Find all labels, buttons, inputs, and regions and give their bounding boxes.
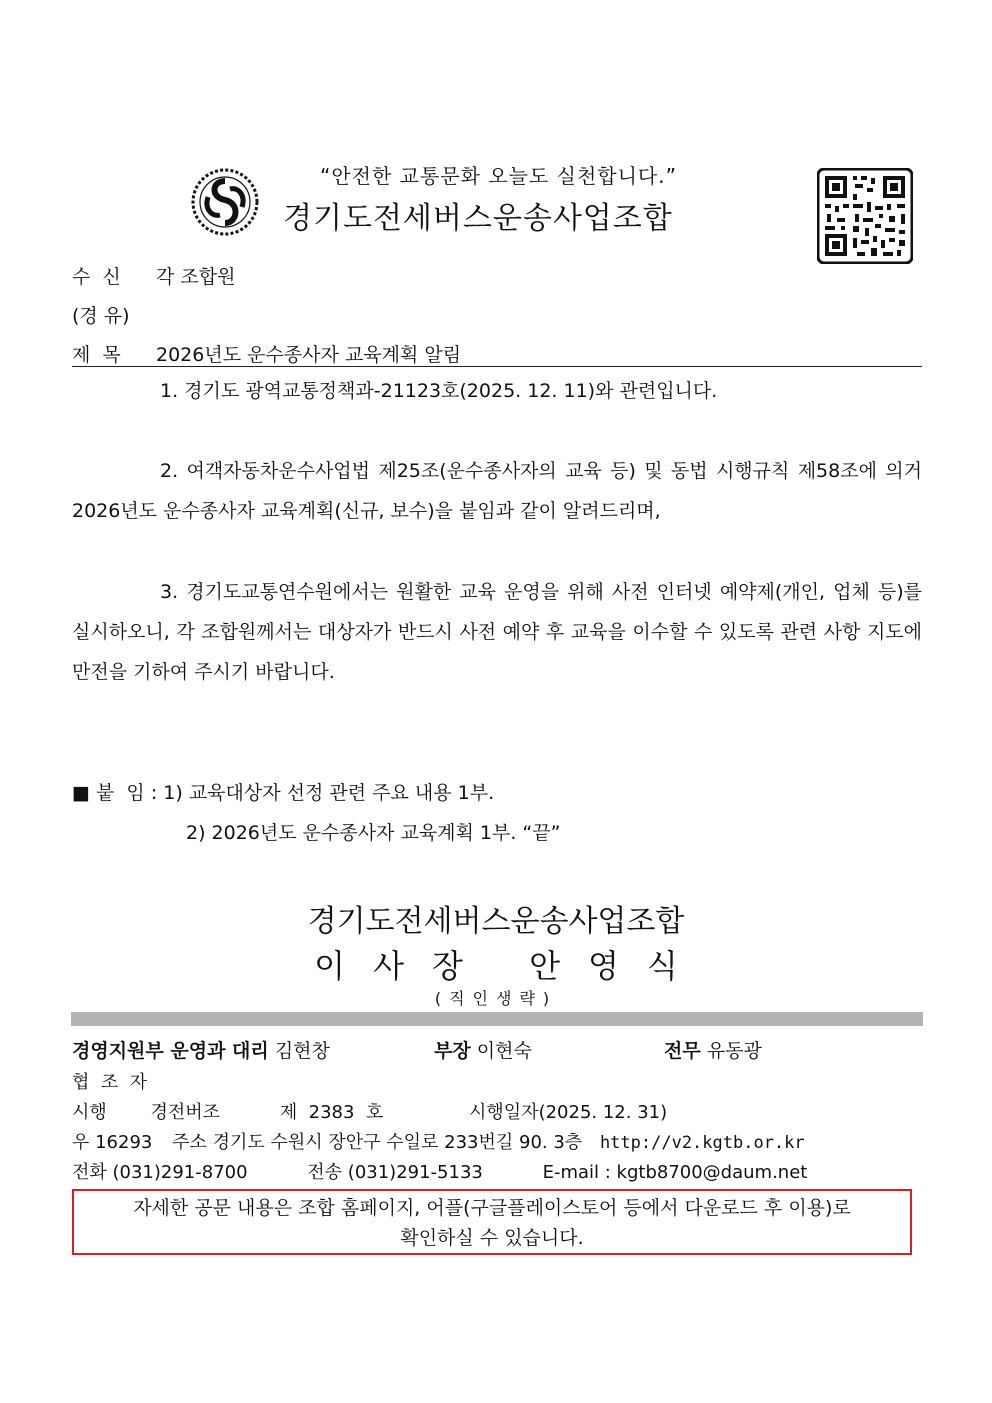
seal-omitted-note: (직인생략): [434, 989, 558, 1008]
union-logo-icon: [190, 167, 260, 237]
notice-line-1: 자세한 공문 내용은 조합 홈페이지, 어플(구글플레이스토어 등에서 다운로드 후 이용)로: [133, 1197, 851, 1219]
drafter: [72, 1036, 330, 1063]
recipient-value: 각 조합원: [156, 266, 236, 288]
doc-number: 제 2383 호: [279, 1102, 384, 1123]
subject-divider: [72, 366, 922, 367]
notice-line-2: 확인하실 수 있습니다.: [400, 1227, 584, 1249]
recipient-label: 수 신: [72, 266, 121, 288]
signature-title-name: 이사장 안영식: [314, 947, 706, 985]
cooperator-label: 협 조 자: [72, 1072, 148, 1093]
postal-code: 우 16293: [72, 1132, 153, 1153]
drafter-dept: 경영지원부 운영과 대리: [72, 1040, 269, 1062]
section-divider-bar: [71, 1012, 923, 1026]
fax: 전송 (031)291-5133: [307, 1162, 483, 1183]
attachment-label: ■ 붙 임 :: [72, 782, 158, 804]
subject-label: 제 목: [72, 344, 121, 366]
via-label: (경 유): [72, 305, 130, 327]
org-title: 경기도전세버스운송사업조합: [283, 201, 673, 236]
subject-row: [72, 340, 461, 367]
slogan: “안전한 교통문화 오늘도 실천합니다.”: [320, 164, 677, 188]
paragraph-3: [72, 572, 922, 692]
drafter-name: 김현창: [274, 1040, 330, 1062]
attachment-item-2: 2) 2026년도 운수종사자 교육계획 1부. “끝”: [186, 822, 561, 844]
website-link[interactable]: http://v2.kgtb.or.kr: [599, 1133, 805, 1153]
director-name: 유동광: [706, 1040, 762, 1062]
director-title: 전무: [664, 1040, 701, 1062]
qr-code-icon[interactable]: [817, 168, 913, 264]
homepage-notice-box: [72, 1189, 912, 1255]
contact-row: [72, 1158, 807, 1184]
manager-title: 부장: [434, 1040, 471, 1062]
subject-value: 2026년도 운수종사자 교육계획 알림: [156, 344, 462, 366]
enforce-row: [72, 1098, 667, 1124]
enforce-label: 시행: [72, 1102, 107, 1123]
attachment-item-1: 1) 교육대상자 선정 관련 주요 내용 1부.: [163, 782, 495, 804]
recipient-row: [72, 262, 235, 289]
paragraph-3-text: 3. 경기도교통연수원에서는 원활한 교육 운영을 위해 사전 인터넷 예약제(개인, 업체 등)를 실시하오니, 각 조합원께서는 대상자가 반드시 사전 예약 후 교육을 이수할 수 있도록 관련 사항 지도에 만전을 기하여 주시기 바랍니다.: [72, 581, 922, 683]
manager-name: 이현숙: [476, 1040, 532, 1062]
paragraph-1: [72, 371, 922, 411]
paragraph-1-text: 1. 경기도 광역교통정책과-21123호(2025. 12. 11)와 관련입니다.: [160, 380, 718, 402]
enforce-date: 시행일자(2025. 12. 31): [469, 1102, 668, 1123]
attachment-row-1: [72, 778, 494, 805]
phone: 전화 (031)291-8700: [72, 1162, 248, 1183]
director: [664, 1036, 762, 1063]
address-row: [72, 1128, 805, 1154]
paragraph-2: [72, 451, 922, 531]
enforce-dept: 경전버조: [150, 1102, 221, 1123]
signature-org: 경기도전세버스운송사업조합: [307, 904, 685, 939]
manager: [434, 1036, 532, 1063]
paragraph-2-text: 2. 여객자동차운수사업법 제25조(운수종사자의 교육 등) 및 동법 시행규칙 제58조에 의거 2026년도 운수종사자 교육계획(신규, 보수)을 붙임과 같이 알려드리며,: [72, 460, 922, 522]
address: 주소 경기도 수원시 장안구 수일로 233번길 90. 3층: [172, 1132, 583, 1153]
email[interactable]: E-mail : kgtb8700@daum.net: [542, 1162, 808, 1183]
